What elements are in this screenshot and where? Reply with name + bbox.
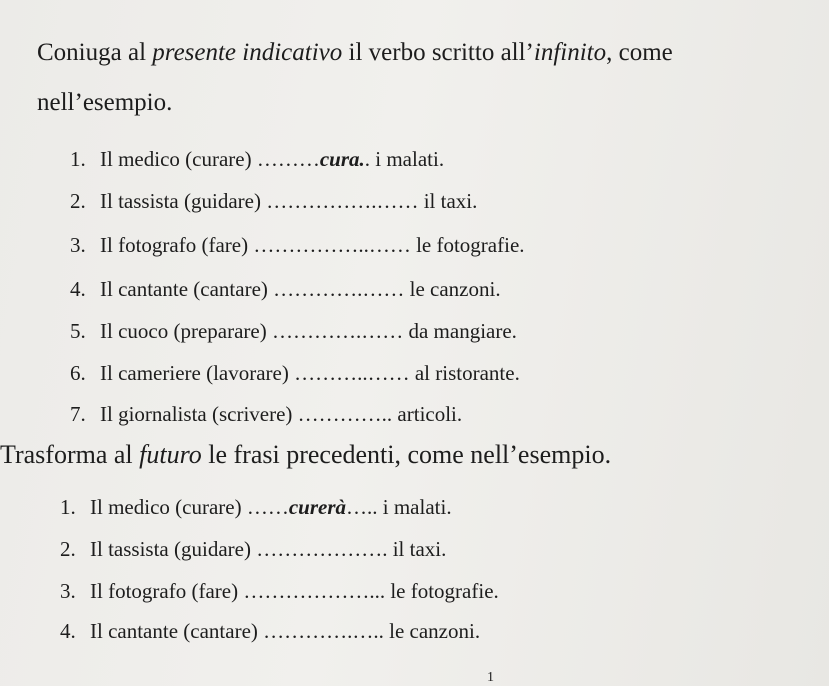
item-number: 3. <box>70 233 86 257</box>
item-number: 4. <box>60 619 76 643</box>
item-text: Il fotografo (fare) ……………..…… le fotografie. <box>100 233 525 257</box>
item-number: 2. <box>60 537 76 561</box>
item-number: 5. <box>70 319 86 343</box>
instruction-text: le frasi precedenti, come nell’esempio. <box>201 440 612 469</box>
exercise-item <box>60 536 446 562</box>
example-answer: cura. <box>319 147 365 171</box>
exercise-item <box>70 276 501 302</box>
item-text: Il tassista (guidare) ………………. il taxi. <box>90 537 447 561</box>
item-number: 3. <box>60 579 76 603</box>
instruction-text: , come nell’esempio. <box>37 39 673 116</box>
item-text: Il cantante (cantare) ………….…… le canzoni. <box>100 277 501 301</box>
item-number: 4. <box>70 277 86 301</box>
exercise-item <box>70 146 444 172</box>
exercise-item <box>70 188 477 214</box>
item-text: Il cuoco (preparare) ………….…… da mangiare. <box>100 319 517 343</box>
item-number: 1. <box>60 495 76 519</box>
item-text: Il medico (curare) ……… <box>100 147 320 171</box>
page-number: 1 <box>487 670 494 685</box>
item-number: 2. <box>70 189 86 213</box>
item-text: Il cameriere (lavorare) ………..…… al ristorante. <box>100 361 520 385</box>
exercise-item <box>70 401 462 427</box>
item-text: Il giornalista (scrivere) ………….. articoli. <box>100 402 463 426</box>
instruction-emphasis: futuro <box>139 440 202 469</box>
exercise-item <box>70 232 525 258</box>
exercise-item <box>60 618 480 644</box>
item-number: 1. <box>70 147 86 171</box>
exercise-2-instruction <box>0 438 611 472</box>
exercise-item <box>70 318 517 344</box>
exercise-1-instruction <box>37 28 797 128</box>
item-text-end: ….. i malati. <box>346 495 452 519</box>
instruction-text: Coniuga al <box>37 39 153 66</box>
exercise-item <box>70 360 520 386</box>
item-text: Il fotografo (fare) ………………... le fotografie. <box>90 579 499 603</box>
item-text-end: . i malati. <box>364 147 445 171</box>
instruction-emphasis: presente indicativo <box>152 39 343 66</box>
exercise-item <box>60 494 452 520</box>
exercise-item <box>60 578 499 604</box>
item-text: Il cantante (cantare) ………….….. le canzoni. <box>90 619 481 643</box>
item-number: 7. <box>70 402 86 426</box>
instruction-emphasis: infinito <box>533 39 607 66</box>
item-text: Il medico (curare) …… <box>90 495 289 519</box>
item-text: Il tassista (guidare) …………….…… il taxi. <box>100 189 478 213</box>
instruction-text: Trasforma al <box>0 440 140 469</box>
example-answer: curerà <box>288 495 346 519</box>
instruction-text: il verbo scritto all’ <box>342 39 534 66</box>
item-number: 6. <box>70 361 86 385</box>
